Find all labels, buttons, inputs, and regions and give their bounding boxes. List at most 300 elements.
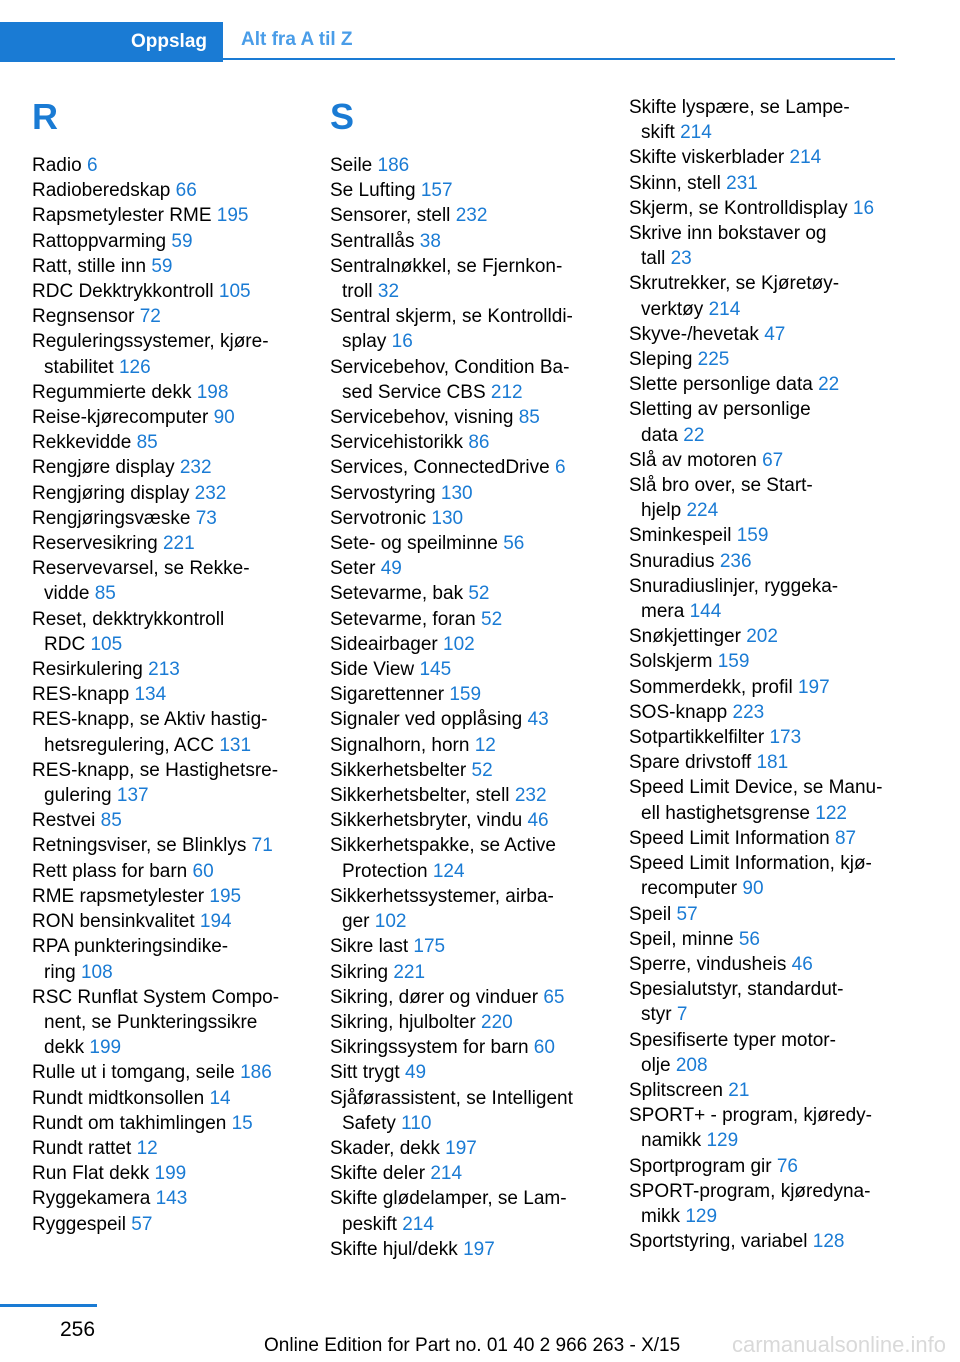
index-term: Sigarettenner [330,684,445,706]
index-entry-continuation [629,1204,899,1229]
index-entry [629,549,899,574]
page-link[interactable]: 232 [455,205,488,227]
page-link[interactable]: 49 [380,558,402,580]
page-link[interactable]: 197 [445,1137,477,1159]
edition-note: Online Edition for Part no. 01 40 2 966 263 - X/15 [264,1335,681,1356]
page-link[interactable]: 221 [162,533,195,555]
index-term: Sikkerhetssystemer, airba- [330,885,554,907]
header-bar [0,22,895,62]
page-link[interactable]: 47 [764,323,786,345]
page-link[interactable]: 7 [676,1004,688,1026]
index-entry [330,229,600,254]
index-term: SPORT+ - program, kjøredy- [629,1105,873,1127]
page-link[interactable]: 12 [474,734,496,756]
page-link[interactable]: 129 [685,1205,718,1227]
tab-alt-fra-a-til-z[interactable]: Alt fra A til Z [223,22,895,60]
page-link[interactable]: 85 [518,407,540,429]
index-entry [629,700,899,725]
index-term: Reservevarsel, se Rekke- [32,558,250,580]
index-entry [330,758,600,783]
page-link[interactable]: 236 [719,550,752,572]
page-link[interactable]: 224 [686,500,719,522]
index-term: Sitt trygt [330,1062,400,1084]
page-link[interactable]: 38 [419,230,441,252]
index-entry [32,934,307,959]
index-term: Servostyring [330,482,436,504]
index-term: Speil [629,903,672,925]
index-entry [330,178,600,203]
page-link[interactable]: 195 [216,205,249,227]
page-link[interactable]: 72 [139,306,161,328]
index-entry-continuation [330,859,600,884]
index-entry [629,322,899,347]
page-link[interactable]: 137 [116,785,149,807]
page-link[interactable]: 105 [90,633,123,655]
page-link[interactable]: 15 [231,1112,253,1134]
page-link[interactable]: 22 [818,374,840,396]
index-term: Reguleringssystemer, kjøre- [32,331,269,353]
index-entry [32,455,307,480]
index-term: Sikkerhetsbelter [330,759,467,781]
index-term: recomputer [641,878,738,900]
index-term: Rundt om takhimlingen [32,1112,227,1134]
page-link[interactable]: 122 [815,802,847,824]
page-link[interactable]: 225 [697,349,730,371]
page-number: 256 [60,1318,96,1341]
index-term: Safety [342,1112,396,1134]
index-entry [330,531,600,556]
index-entry-continuation [629,423,899,448]
index-entry-continuation [629,1128,899,1153]
index-entry [330,254,600,279]
index-term: SPORT-program, kjøredyna- [629,1180,871,1202]
index-entry [32,1212,307,1237]
page-link[interactable]: 199 [154,1163,187,1185]
index-entry [629,851,899,876]
page-link[interactable]: 65 [543,986,565,1008]
page-link[interactable]: 128 [812,1231,845,1253]
index-entry [32,1086,307,1111]
page-link[interactable]: 214 [680,122,712,144]
index-entry [629,675,899,700]
index-term: Skjerm, se Kontrolldisplay [629,197,848,219]
index-term: Speed Limit Information [629,827,830,849]
index-entry [32,481,307,506]
page-link[interactable]: 102 [374,911,407,933]
page-link[interactable]: 202 [746,626,778,648]
index-term: Skifte glødelamper, se Lam- [330,1188,567,1210]
index-entry [330,985,600,1010]
index-entry [629,775,899,800]
index-term: Ryggekamera [32,1188,151,1210]
page-link[interactable]: 12 [136,1137,158,1159]
page-link[interactable]: 214 [430,1163,463,1185]
page-link[interactable]: 6 [86,155,98,176]
index-entry-continuation [32,1010,307,1035]
page-link[interactable]: 57 [131,1213,153,1235]
page-link[interactable]: 76 [776,1155,798,1177]
index-term: Sperre, vindusheis [629,953,787,975]
page-link[interactable]: 85 [100,810,122,832]
page-link[interactable]: 32 [377,281,400,303]
index-term: verktøy [641,298,704,320]
page-link[interactable]: 85 [94,583,116,605]
index-entry-continuation [629,801,899,826]
index-entry [32,380,307,405]
index-entry [629,397,899,422]
page-link[interactable]: 90 [742,878,764,900]
page-link[interactable]: 52 [481,608,503,630]
index-entry [330,884,600,909]
index-term: nent, se Punkteringssikre [44,1011,258,1033]
page-link[interactable]: 159 [717,651,750,673]
index-entry [32,707,307,732]
index-entry-continuation [32,783,307,808]
index-entry [629,145,899,170]
index-entry [629,725,899,750]
page-link[interactable]: 145 [419,659,452,681]
index-term: Sikring, dører og vinduer [330,986,539,1008]
index-entry [330,1060,600,1085]
index-entry [330,1086,600,1111]
index-column-3 [629,95,899,1254]
page-link[interactable]: 56 [503,533,525,555]
index-term: Skifte viskerblader [629,147,785,169]
index-entry [330,1186,600,1211]
index-entry [629,826,899,851]
page-link[interactable]: 214 [708,298,741,320]
index-entry [32,203,307,228]
page-link[interactable]: 212 [490,381,523,403]
index-term: namikk [641,1130,702,1152]
page-link[interactable]: 221 [393,961,426,983]
index-term: Rekkevidde [32,432,132,454]
index-entry [629,448,899,473]
index-term: Servotronic [330,507,427,529]
index-entry [330,1136,600,1161]
index-term: Servicehistorikk [330,432,464,454]
index-entry [330,632,600,657]
index-term: Signalhorn, horn [330,734,470,756]
page-link[interactable]: 159 [449,684,482,706]
index-term: stabilitet [44,356,114,378]
index-entry [330,506,600,531]
index-entry [629,1078,899,1103]
page-link[interactable]: 43 [527,709,549,731]
index-entry [330,430,600,455]
page-link[interactable]: 129 [706,1130,739,1152]
index-term: Sommerdekk, profil [629,676,793,698]
index-term: RME rapsmetylester [32,885,205,907]
page-link[interactable]: 67 [762,449,784,471]
index-term: Skrutrekker, se Kjøretøy- [629,273,840,295]
index-term: Speil, minne [629,928,734,950]
index-term: hetsregulering, ACC [44,734,215,756]
page-link[interactable]: 198 [196,381,229,403]
index-entry-continuation [32,632,307,657]
index-term: Rengjøringsvæske [32,507,191,529]
index-term: peskift [342,1213,397,1235]
index-term: Sikre last [330,936,409,958]
page-link[interactable]: 126 [118,356,151,378]
index-entry-continuation [330,1111,600,1136]
page-link[interactable]: 232 [514,785,547,807]
watermark: carmanualsonline.info [731,1332,946,1357]
page-link[interactable]: 197 [463,1238,495,1260]
index-term: ger [342,911,370,933]
page-link[interactable]: 60 [533,1037,555,1059]
index-entry [330,304,600,329]
page-link[interactable]: 46 [791,953,813,975]
page-link[interactable]: 124 [432,860,465,882]
index-entry [330,1010,600,1035]
index-term: Sensorer, stell [330,205,451,227]
index-term: SOS-knapp [629,701,728,723]
index-term: sed Service CBS [342,381,486,403]
index-entry [32,279,307,304]
index-term: Snøkjettinger [629,626,741,648]
index-term: Retningsviser, se Blinklys [32,835,247,857]
page-link[interactable]: 59 [151,255,173,277]
footer-rule [0,1304,97,1307]
index-entry [32,657,307,682]
index-term: Servicebehov, visning [330,407,514,429]
page-link[interactable]: 173 [769,727,802,749]
page-link[interactable]: 59 [171,230,193,252]
page-link[interactable]: 214 [402,1213,434,1235]
index-entry-continuation [330,909,600,934]
index-entry-continuation [629,1053,899,1078]
index-entry [32,506,307,531]
index-entry-continuation [629,599,899,624]
page-link[interactable]: 159 [736,525,769,547]
page-link[interactable]: 197 [797,676,830,698]
index-entry [629,1103,899,1128]
page-link[interactable]: 73 [195,507,217,529]
index-entry [32,884,307,909]
tab-oppslag[interactable]: Oppslag [0,22,223,62]
index-entry [330,808,600,833]
index-term: Services, ConnectedDrive [330,457,550,479]
page-link[interactable]: 194 [199,911,232,933]
page-link[interactable]: 213 [148,659,180,681]
page-link[interactable]: 144 [689,601,722,623]
page-link[interactable]: 66 [175,180,197,202]
index-term: hjelp [641,500,682,522]
index-entry [629,1028,899,1053]
page-link[interactable]: 220 [481,1011,513,1033]
index-entry [32,304,307,329]
index-entry-continuation [32,960,307,985]
index-term: tall [641,248,666,270]
index-term: mikk [641,1205,681,1227]
index-entry [629,649,899,674]
page-link[interactable]: 175 [413,936,446,958]
index-term: Sikkerhetsbelter, stell [330,785,510,807]
index-term: Splitscreen [629,1079,723,1101]
index-term: Slette personlige data [629,374,813,396]
index-term: Spesifiserte typer motor- [629,1029,836,1051]
page-link[interactable]: 130 [431,507,464,529]
page-link[interactable]: 60 [192,860,214,882]
index-entry-continuation [629,120,899,145]
index-entry-continuation [629,498,899,523]
page-link[interactable]: 199 [89,1037,122,1059]
index-entry [629,372,899,397]
page-link[interactable]: 231 [726,172,758,194]
index-entry [32,178,307,203]
page-link[interactable]: 21 [728,1079,750,1101]
index-term: skift [641,122,675,144]
index-entry-continuation [330,329,600,354]
index-term: Rengjøre display [32,457,175,479]
page-link[interactable]: 52 [468,583,490,605]
index-entry-continuation [629,1002,899,1027]
index-term: Solskjerm [629,651,713,673]
page-link[interactable]: 181 [756,752,789,774]
index-entry [330,707,600,732]
index-entry [32,254,307,279]
index-entry [330,455,600,480]
page-link[interactable]: 208 [675,1054,708,1076]
index-entry [330,1035,600,1060]
index-term: RDC [44,633,86,655]
index-entry [32,1060,307,1085]
page-link[interactable]: 186 [240,1062,272,1084]
index-entry [32,607,307,632]
index-entry [629,523,899,548]
index-term: RSC Runflat System Compo- [32,986,280,1008]
index-entry-continuation [330,380,600,405]
page-link[interactable]: 85 [136,432,158,454]
index-term: ell hastighetsgrense [641,802,810,824]
index-entry [32,682,307,707]
index-term: Reise-kjørecomputer [32,407,209,429]
index-column-1 [32,95,307,1237]
index-entry [629,750,899,775]
page-link[interactable]: 49 [404,1062,427,1084]
page-link[interactable]: 52 [471,759,493,781]
page-link[interactable]: 90 [213,407,235,429]
section-letter: S [330,96,355,137]
index-entry [330,607,600,632]
page-link[interactable]: 102 [443,633,475,655]
index-entry [629,221,899,246]
index-term: Setevarme, bak [330,583,464,605]
index-term: Restvei [32,810,96,832]
page-link[interactable]: 134 [134,684,167,706]
index-entry [32,909,307,934]
index-term: Slå bro over, se Start- [629,475,813,497]
page-link[interactable]: 223 [732,701,765,723]
page-link[interactable]: 186 [377,155,410,176]
page-link[interactable]: 14 [209,1087,231,1109]
index-term: Sletting av personlige [629,399,811,421]
index-entry [330,833,600,858]
page-link[interactable]: 57 [676,903,698,925]
section-letter: R [32,96,58,137]
index-entry [32,1161,307,1186]
index-term: Sportstyring, variabel [629,1231,808,1253]
index-term: troll [342,281,373,303]
page-link[interactable]: 16 [852,197,875,219]
index-term: Sleping [629,349,693,371]
page-link[interactable]: 22 [683,424,705,446]
page-link[interactable]: 108 [80,961,113,983]
page-link[interactable]: 130 [440,482,473,504]
page-link[interactable]: 86 [468,432,490,454]
page-link[interactable]: 214 [789,147,822,169]
index-entry [330,682,600,707]
index-term: Ratt, stille inn [32,255,147,277]
index-entry-continuation [629,876,899,901]
index-term: Run Flat dekk [32,1163,150,1185]
index-term: Servicebehov, Condition Ba- [330,356,570,378]
index-term: Regummierte dekk [32,381,192,403]
page-link[interactable]: 110 [401,1112,432,1134]
page-link[interactable]: 143 [155,1188,188,1210]
page-link[interactable]: 6 [554,457,566,479]
page-link[interactable]: 23 [670,248,692,270]
index-term: olje [641,1054,671,1076]
page-link[interactable]: 232 [194,482,227,504]
index-entry [32,430,307,455]
index-entry [32,859,307,884]
page-link[interactable]: 157 [420,180,453,202]
index-term: RES-knapp [32,684,130,706]
page-link[interactable]: 232 [179,457,212,479]
index-term: Rundt midtkonsollen [32,1087,205,1109]
page-link[interactable]: 71 [251,835,273,857]
index-term: Skifte lyspære, se Lampe- [629,97,850,118]
page-link[interactable]: 46 [527,810,549,832]
index-term: Spesialutstyr, standardut- [629,979,844,1001]
index-entry [629,1179,899,1204]
page-link[interactable]: 131 [219,734,252,756]
index-term: gulering [44,785,112,807]
page-link[interactable]: 195 [209,885,242,907]
index-entry [32,808,307,833]
index-entry [32,833,307,858]
index-term: Rulle ut i tomgang, seile [32,1062,235,1084]
index-term: Rattoppvarming [32,230,167,252]
index-term: Speed Limit Information, kjø- [629,853,872,875]
page-link[interactable]: 87 [834,827,857,849]
index-term: Sikringssystem for barn [330,1037,529,1059]
index-entry [330,556,600,581]
index-term: Protection [342,860,428,882]
index-entry [629,347,899,372]
page-link[interactable]: 56 [738,928,760,950]
index-entry [330,960,600,985]
page-link[interactable]: 16 [391,331,413,353]
index-entry-continuation [32,355,307,380]
index-entry [629,977,899,1002]
index-term: Speed Limit Device, se Manu- [629,777,883,799]
index-entry [330,934,600,959]
index-term: Sentral skjerm, se Kontrolldi- [330,306,573,328]
index-entry [32,405,307,430]
index-term: Radioberedskap [32,180,171,202]
index-entry [330,581,600,606]
index-term: Regnsensor [32,306,135,328]
index-entry-continuation [32,581,307,606]
page-link[interactable]: 105 [218,281,251,303]
index-entry [32,985,307,1010]
index-term: Rett plass for barn [32,860,188,882]
index-term: Sikring [330,961,389,983]
index-term: Sideairbager [330,633,438,655]
